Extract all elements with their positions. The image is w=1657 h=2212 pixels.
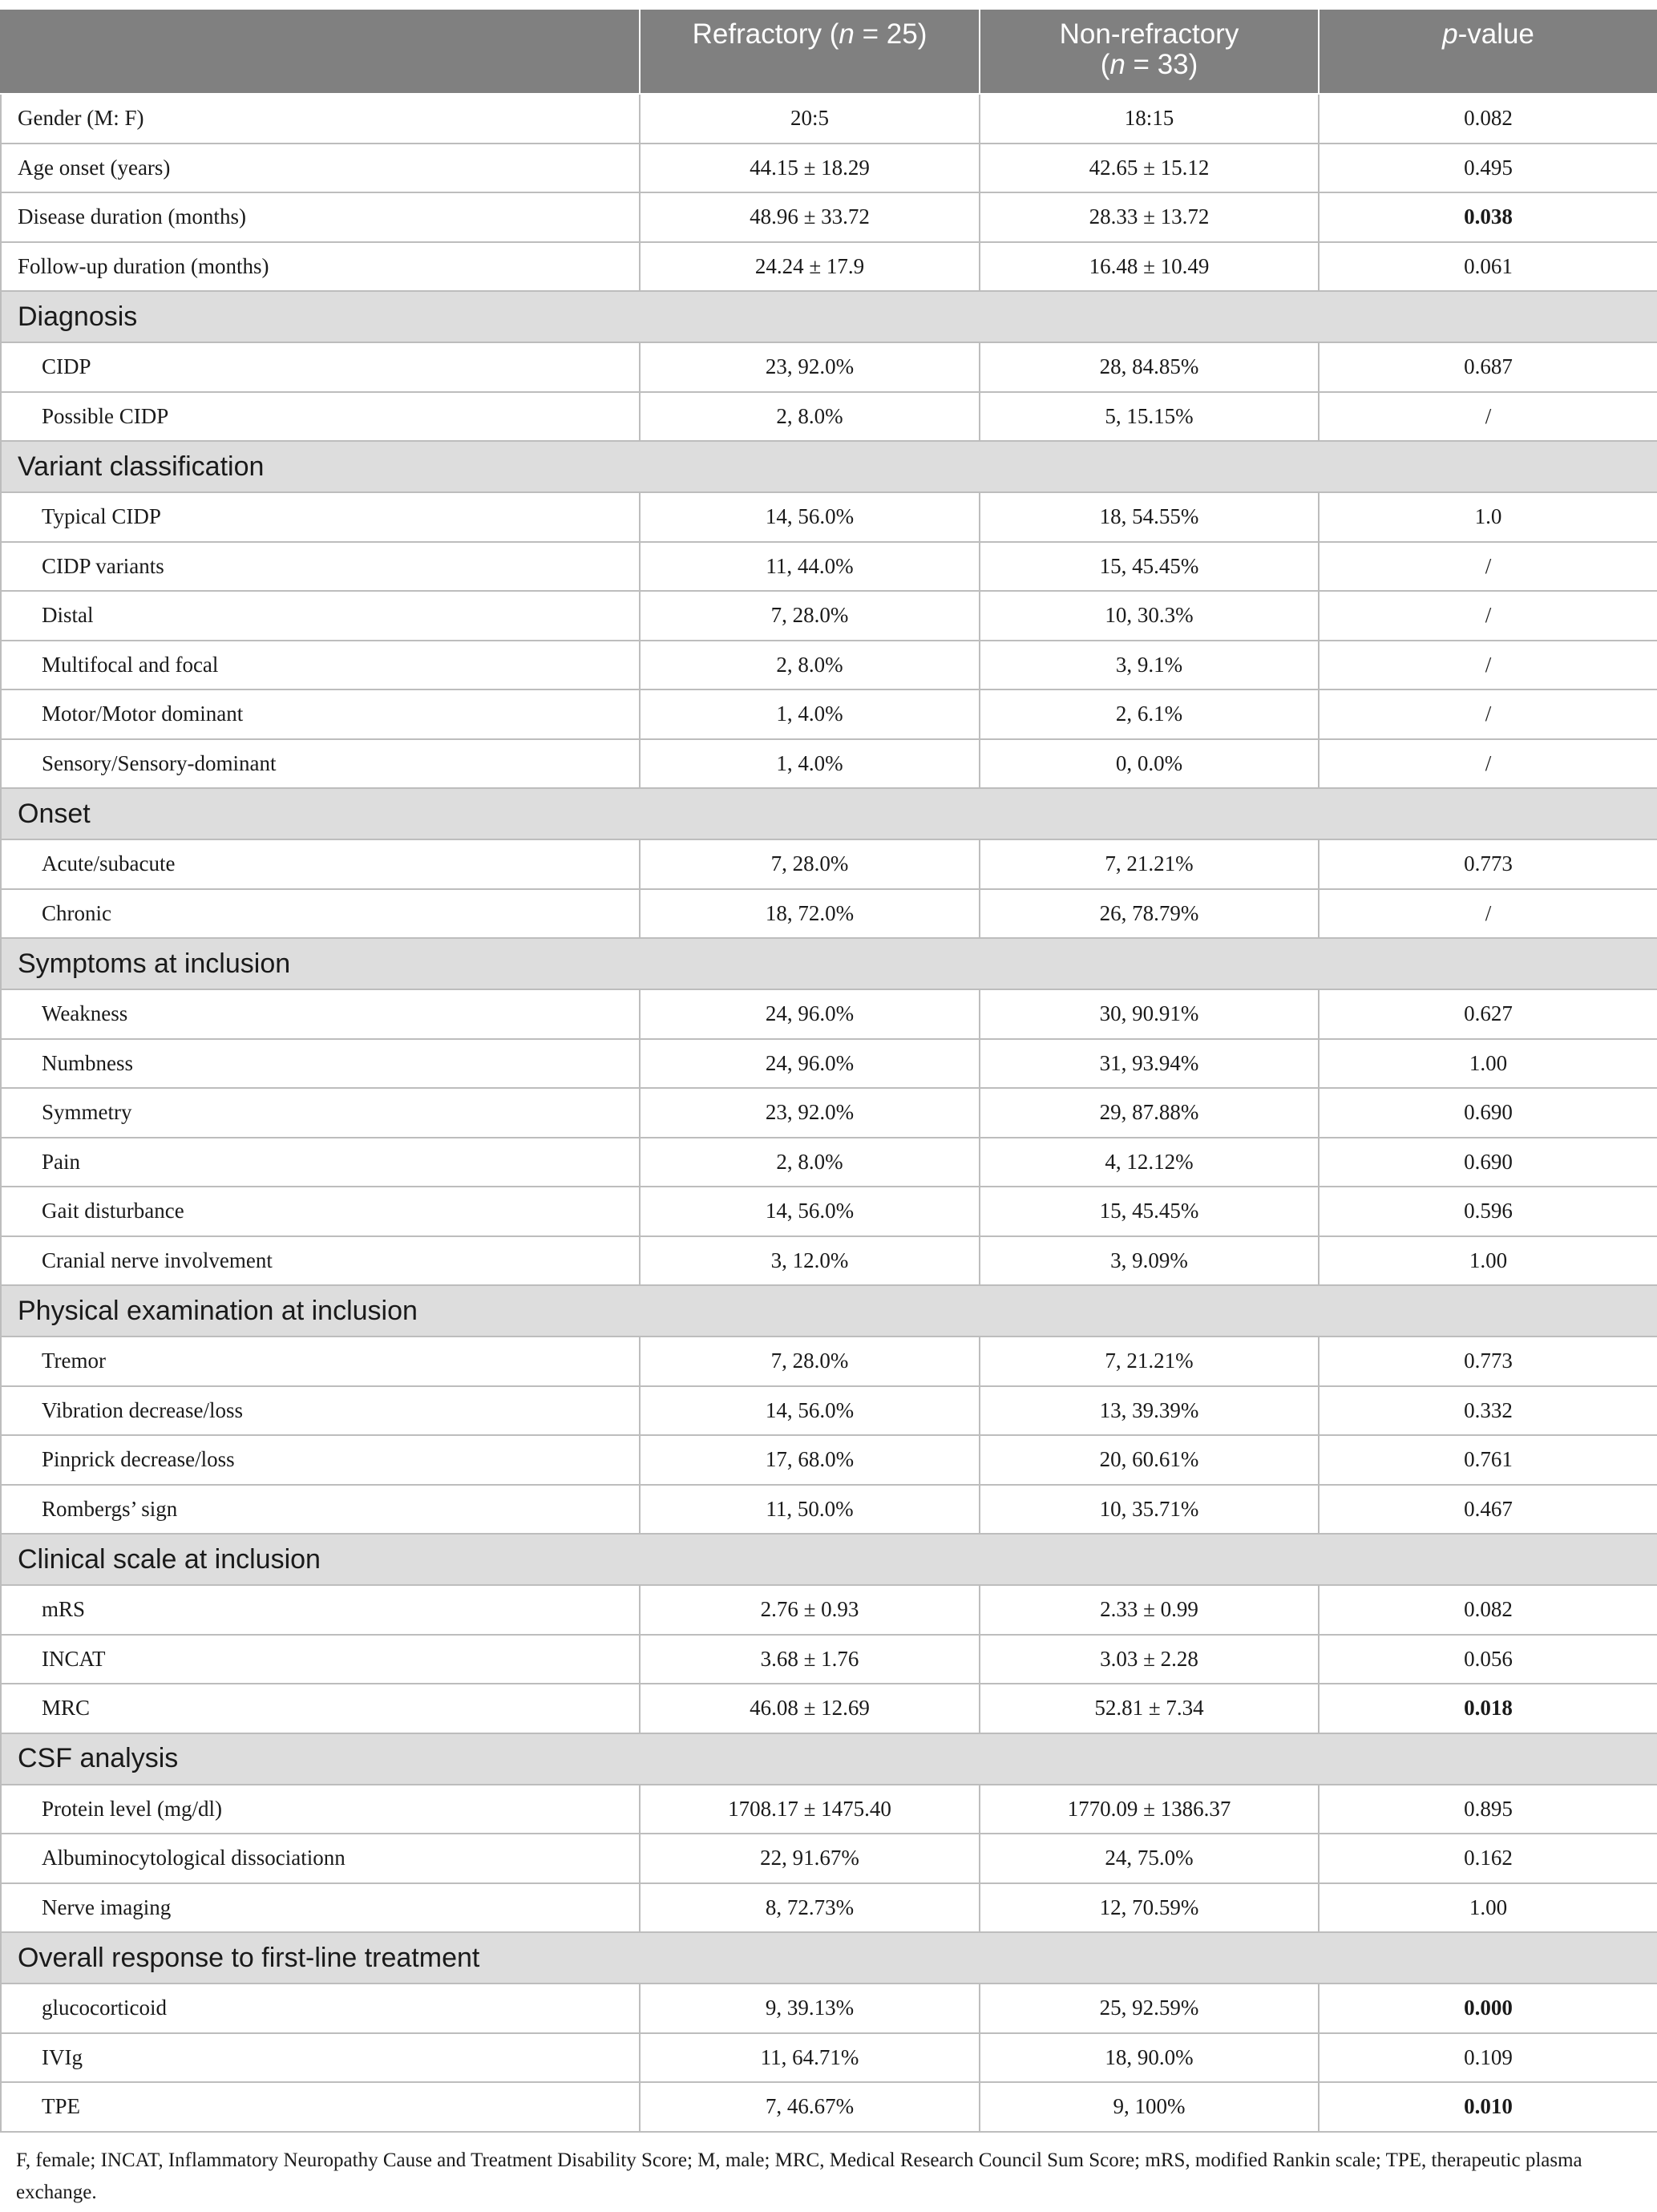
section-header-row [1,1534,1657,1585]
table-row [1,689,1657,739]
non-refractory-value: 15, 45.45% [980,1187,1319,1236]
section-title: Variant classification [1,441,1657,492]
non-refractory-value: 18, 54.55% [980,492,1319,542]
non-refractory-value: 28.33 ± 13.72 [980,192,1319,242]
table-row [1,542,1657,592]
non-refractory-value: 10, 30.3% [980,591,1319,641]
refractory-value: 17, 68.0% [640,1435,980,1485]
refractory-value: 8, 72.73% [640,1883,980,1933]
section-header-row [1,291,1657,342]
row-label: glucocorticoid [1,1984,640,2033]
refractory-value: 3, 12.0% [640,1236,980,1286]
p-value: 0.056 [1319,1635,1657,1684]
row-label: IVIg [1,2033,640,2083]
p-value: 1.00 [1319,1039,1657,1089]
p-value: 1.00 [1319,1883,1657,1933]
table-row [1,2082,1657,2132]
p-value: 0.018 [1319,1684,1657,1733]
header-refractory-post: = 25) [854,18,928,50]
non-refractory-value: 24, 75.0% [980,1834,1319,1883]
row-label: Weakness [1,989,640,1039]
section-header-row [1,1733,1657,1785]
non-refractory-value: 25, 92.59% [980,1984,1319,2033]
p-value: 0.773 [1319,1337,1657,1386]
non-refractory-value: 3, 9.09% [980,1236,1319,1286]
header-refractory-pre: Refractory ( [692,18,839,50]
row-label: Typical CIDP [1,492,640,542]
header-p-suffix: -value [1457,18,1534,50]
row-label: Symmetry [1,1088,640,1138]
row-label: Distal [1,591,640,641]
section-title: Clinical scale at inclusion [1,1534,1657,1585]
refractory-value: 11, 44.0% [640,542,980,592]
table-row [1,1785,1657,1834]
refractory-value: 7, 28.0% [640,839,980,889]
refractory-value: 23, 92.0% [640,1088,980,1138]
row-label: Possible CIDP [1,392,640,442]
non-refractory-value: 2.33 ± 0.99 [980,1585,1319,1635]
refractory-value: 1708.17 ± 1475.40 [640,1785,980,1834]
p-value: 0.690 [1319,1138,1657,1187]
p-value: 0.061 [1319,242,1657,292]
p-value: / [1319,392,1657,442]
non-refractory-value: 3, 9.1% [980,641,1319,690]
non-refractory-value: 9, 100% [980,2082,1319,2132]
refractory-value: 24.24 ± 17.9 [640,242,980,292]
section-title: Physical examination at inclusion [1,1285,1657,1337]
refractory-value: 2.76 ± 0.93 [640,1585,980,1635]
row-label: Motor/Motor dominant [1,689,640,739]
p-value: / [1319,542,1657,592]
row-label: CIDP [1,342,640,392]
p-value: / [1319,591,1657,641]
refractory-value: 14, 56.0% [640,492,980,542]
non-refractory-value: 26, 78.79% [980,889,1319,939]
refractory-value: 18, 72.0% [640,889,980,939]
p-value: 0.082 [1319,1585,1657,1635]
row-label: TPE [1,2082,640,2132]
non-refractory-value: 2, 6.1% [980,689,1319,739]
header-p-value [1319,9,1657,94]
table-row [1,1684,1657,1733]
table-row [1,94,1657,144]
row-label: Pain [1,1138,640,1187]
table-row [1,889,1657,939]
non-refractory-value: 31, 93.94% [980,1039,1319,1089]
non-refractory-value: 3.03 ± 2.28 [980,1635,1319,1684]
row-label: INCAT [1,1635,640,1684]
refractory-value: 48.96 ± 33.72 [640,192,980,242]
non-refractory-value: 42.65 ± 15.12 [980,144,1319,193]
table-row [1,1435,1657,1485]
refractory-value: 3.68 ± 1.76 [640,1635,980,1684]
p-value: / [1319,641,1657,690]
table-row [1,1585,1657,1635]
p-value: 0.627 [1319,989,1657,1039]
table-row [1,1236,1657,1286]
refractory-value: 7, 28.0% [640,591,980,641]
non-refractory-value: 1770.09 ± 1386.37 [980,1785,1319,1834]
table-row [1,1138,1657,1187]
non-refractory-value: 52.81 ± 7.34 [980,1684,1319,1733]
row-label: Age onset (years) [1,144,640,193]
section-title: Diagnosis [1,291,1657,342]
table-row [1,1187,1657,1236]
table-row [1,1337,1657,1386]
table-row [1,591,1657,641]
p-value: 0.687 [1319,342,1657,392]
header-blank-cell [1,9,640,94]
row-label: Rombergs’ sign [1,1485,640,1535]
section-header-row [1,1285,1657,1337]
table-row [1,2033,1657,2083]
comparison-table [0,8,1657,2133]
refractory-value: 1, 4.0% [640,689,980,739]
row-label: MRC [1,1684,640,1733]
row-label: Gender (M: F) [1,94,640,144]
header-p-italic: p [1442,18,1458,50]
p-value: 1.0 [1319,492,1657,542]
p-value: 0.596 [1319,1187,1657,1236]
p-value: 0.082 [1319,94,1657,144]
refractory-value: 11, 50.0% [640,1485,980,1535]
section-header-row [1,441,1657,492]
row-label: Nerve imaging [1,1883,640,1933]
table-row [1,1088,1657,1138]
header-refractory [640,9,980,94]
refractory-value: 2, 8.0% [640,1138,980,1187]
row-label: CIDP variants [1,542,640,592]
refractory-value: 46.08 ± 12.69 [640,1684,980,1733]
p-value: 1.00 [1319,1236,1657,1286]
non-refractory-value: 7, 21.21% [980,839,1319,889]
table-row [1,1386,1657,1436]
row-label: Numbness [1,1039,640,1089]
p-value: 0.895 [1319,1785,1657,1834]
refractory-value: 2, 8.0% [640,392,980,442]
table-body [1,94,1657,2132]
non-refractory-value: 10, 35.71% [980,1485,1319,1535]
row-label: Acute/subacute [1,839,640,889]
non-refractory-value: 16.48 ± 10.49 [980,242,1319,292]
refractory-value: 7, 28.0% [640,1337,980,1386]
row-label: Sensory/Sensory-dominant [1,739,640,789]
p-value: 0.010 [1319,2082,1657,2132]
header-non-refractory-n: n [1109,49,1126,80]
row-label: Pinprick decrease/loss [1,1435,640,1485]
row-label: Vibration decrease/loss [1,1386,640,1436]
row-label: Albuminocytological dissociationn [1,1834,640,1883]
section-title: CSF analysis [1,1733,1657,1785]
p-value: 0.109 [1319,2033,1657,2083]
table-row [1,1039,1657,1089]
refractory-value: 9, 39.13% [640,1984,980,2033]
p-value: 0.495 [1319,144,1657,193]
row-label: Cranial nerve involvement [1,1236,640,1286]
table-row [1,342,1657,392]
table-row [1,492,1657,542]
section-header-row [1,1932,1657,1984]
non-refractory-value: 29, 87.88% [980,1088,1319,1138]
table-container [0,8,1657,2133]
header-non-refractory-line1: Non-refractory [1059,18,1239,50]
non-refractory-value: 13, 39.39% [980,1386,1319,1436]
row-label: Disease duration (months) [1,192,640,242]
section-header-row [1,938,1657,989]
table-row [1,1485,1657,1535]
p-value: / [1319,889,1657,939]
non-refractory-value: 30, 90.91% [980,989,1319,1039]
row-label: Chronic [1,889,640,939]
table-footnote: F, female; INCAT, Inflammatory Neuropathy Cause and Treatment Disability Score; M, male; MRC, Medical Research Council Sum Score; mRS, modified Rankin scale; TPE, therapeutic plasma exchange. [16,2149,1582,2203]
table-row [1,839,1657,889]
refractory-value: 20:5 [640,94,980,144]
p-value: 0.162 [1319,1834,1657,1883]
row-label: Follow-up duration (months) [1,242,640,292]
section-title: Onset [1,788,1657,839]
header-non-refractory [980,9,1319,94]
refractory-value: 24, 96.0% [640,1039,980,1089]
table-row [1,739,1657,789]
table-row [1,989,1657,1039]
refractory-value: 44.15 ± 18.29 [640,144,980,193]
section-header-row [1,788,1657,839]
row-label: mRS [1,1585,640,1635]
table-row [1,641,1657,690]
p-value: 0.761 [1319,1435,1657,1485]
refractory-value: 14, 56.0% [640,1187,980,1236]
section-title: Symptoms at inclusion [1,938,1657,989]
table-row [1,192,1657,242]
non-refractory-value: 12, 70.59% [980,1883,1319,1933]
non-refractory-value: 18:15 [980,94,1319,144]
non-refractory-value: 28, 84.85% [980,342,1319,392]
refractory-value: 14, 56.0% [640,1386,980,1436]
table-row [1,1984,1657,2033]
p-value: 0.773 [1319,839,1657,889]
p-value: / [1319,739,1657,789]
non-refractory-value: 4, 12.12% [980,1138,1319,1187]
refractory-value: 23, 92.0% [640,342,980,392]
p-value: 0.038 [1319,192,1657,242]
non-refractory-value: 20, 60.61% [980,1435,1319,1485]
row-label: Multifocal and focal [1,641,640,690]
section-title: Overall response to first-line treatment [1,1932,1657,1984]
non-refractory-value: 5, 15.15% [980,392,1319,442]
row-label: Gait disturbance [1,1187,640,1236]
header-row [1,9,1657,94]
refractory-value: 1, 4.0% [640,739,980,789]
p-value: 0.000 [1319,1984,1657,2033]
header-non-refractory-pre: ( [1100,49,1110,80]
row-label: Protein level (mg/dl) [1,1785,640,1834]
table-row [1,144,1657,193]
table-row [1,1635,1657,1684]
p-value: 0.690 [1319,1088,1657,1138]
p-value: / [1319,689,1657,739]
refractory-value: 24, 96.0% [640,989,980,1039]
non-refractory-value: 0, 0.0% [980,739,1319,789]
header-non-refractory-post: = 33) [1125,49,1198,80]
row-label: Tremor [1,1337,640,1386]
refractory-value: 11, 64.71% [640,2033,980,2083]
refractory-value: 2, 8.0% [640,641,980,690]
non-refractory-value: 7, 21.21% [980,1337,1319,1386]
p-value: 0.467 [1319,1485,1657,1535]
table-row [1,1883,1657,1933]
table-row [1,392,1657,442]
p-value: 0.332 [1319,1386,1657,1436]
refractory-value: 22, 91.67% [640,1834,980,1883]
refractory-value: 7, 46.67% [640,2082,980,2132]
non-refractory-value: 15, 45.45% [980,542,1319,592]
non-refractory-value: 18, 90.0% [980,2033,1319,2083]
table-row [1,1834,1657,1883]
table-row [1,242,1657,292]
header-refractory-n: n [839,18,855,50]
